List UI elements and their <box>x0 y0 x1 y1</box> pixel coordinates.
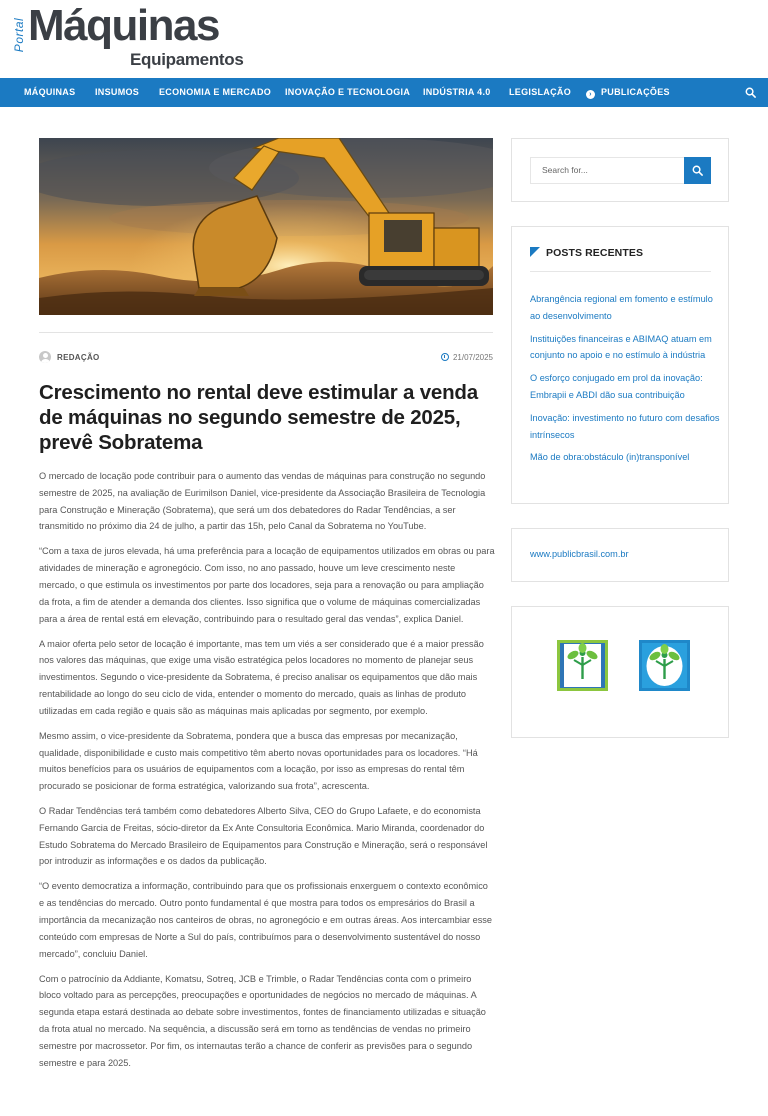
article-author[interactable] <box>39 350 100 364</box>
article-paragraph: “Com a taxa de juros elevada, há uma preferência para a locação de equipamentos utilizados em obras ou para atividades de mineração e agronegócio. Com isso, no ano passado, houve um leve crescimento neste mercado, o que estimula os investimentos por parte dos locadores, seja para a renovação ou para ampliação da frota, a fim de atender a demanda dos clientes. Isso significa que o volume de máquinas comercializadas para a área de rental está em elevação, contribuindo para o resultado geral das vendas”, explica Daniel. <box>39 546 495 624</box>
logo-main-text: Máquinas <box>28 1 219 50</box>
article-date <box>441 350 493 364</box>
sidebar-search-button[interactable] <box>684 157 711 184</box>
main-nav <box>0 78 768 107</box>
nav-item-industria[interactable]: INDÚSTRIA 4.0 <box>423 87 491 97</box>
recent-post-link[interactable]: Inovação: investimento no futuro com desafios intrínsecos <box>530 412 720 440</box>
corner-flag-icon <box>530 247 540 257</box>
clock-icon <box>441 353 449 361</box>
author-name: REDAÇÃO <box>57 352 100 362</box>
article-paragraph: Com o patrocínio da Addiante, Komatsu, Sotreq, JCB e Trimble, o Radar Tendências conta com o primeiro bloco voltado para as percepções, preocupações e oportunidades de negócios no mercado de máquinas. A segunda etapa estará destinada ao debate sobre investimentos, fontes de financiamento utilizadas e situação da frota atual no mercado. Na sequência, a discussão será em torno as tendências de vendas no primeiro semestre por macrossetor. Por fim, os internautas terão a chance de conferir as previsões para o segundo semestre e para 2025. <box>39 973 486 1068</box>
logo-portal-text: Portal <box>12 17 26 53</box>
sidebar-search-widget <box>511 138 729 202</box>
plant-person-blue-badge-icon[interactable] <box>638 639 691 692</box>
nav-item-publicacoes[interactable] <box>586 78 670 107</box>
logo-sub-text: Equipamentos <box>130 50 244 69</box>
nav-item-publicacoes-label: PUBLICAÇÕES <box>601 87 670 97</box>
meta-divider <box>39 332 493 333</box>
hero-image <box>39 138 493 315</box>
nav-item-legislacao[interactable]: LEGISLAÇÃO <box>509 87 572 97</box>
site-logo[interactable] <box>12 1 262 70</box>
recent-posts-header <box>530 247 711 272</box>
nav-item-inovacao[interactable]: INOVAÇÃO E TECNOLOGIA <box>285 87 411 97</box>
nav-item-maquinas[interactable]: MÁQUINAS <box>24 87 76 97</box>
search-icon <box>692 165 703 176</box>
article-paragraph: “O evento democratiza a informação, contribuindo para que os profissionais enxerguem o contexto econômico e as tendências do mercado. Outro ponto fundamental é que mostra para todos os empresários do Brasil a importância da mecanização nos canteiros de obras, no agronegócio e em outras áreas. Aos intercambiar esse conteúdo com empresas de Norte a Sul do país, contribuímos para o desenvolvimento sustentável do nosso mercado”, concluiu Daniel. <box>39 881 492 959</box>
article-paragraph: O Radar Tendências terá também como debatedores Alberto Silva, CEO do Grupo Lafaete, e do economista Fernando Garcia de Freitas, sócio-diretor da Ex Ante Consultoria Econômica. Mario Miranda, coordenador do Estudo Sobratema do Mercado Brasileiro de Equipamentos para Construção e Mineração, será o responsável por introduzir as informações e os dados da publicação. <box>39 806 488 867</box>
plant-person-green-badge-icon[interactable] <box>556 639 609 692</box>
article-paragraph: Mesmo assim, o vice-presidente da Sobratema, pondera que a busca das empresas por mecanização, qualidade, disponibilidade e custo mais competitivo têm aberto novas oportunidades para os locadores. “Há muitos benefícios para os usuários de equipamentos com a locação, por isso as empresas do rental têm procurado se posicionar de forma estratégica, valorizando sua frota”, acrescenta. <box>39 730 478 792</box>
date-text: 21/07/2025 <box>452 352 493 362</box>
sidebar-link-widget <box>511 528 729 582</box>
publicbrasil-link[interactable]: www.publicbrasil.com.br <box>530 549 629 559</box>
logo-portal <box>12 10 26 66</box>
nav-item-insumos[interactable]: INSUMOS <box>95 87 140 97</box>
sidebar-badges-widget <box>511 606 729 738</box>
article-title: Crescimento no rental deve estimular a venda de máquinas no segundo semestre de 2025, prevê Sobratema <box>39 381 478 454</box>
recent-post-link[interactable]: Mão de obra:obstáculo (in)transponível <box>530 452 690 463</box>
site-header <box>0 0 768 78</box>
article-body <box>39 468 495 1080</box>
nav-item-economia[interactable]: ECONOMIA E MERCADO <box>159 87 272 97</box>
user-avatar-icon <box>39 351 51 363</box>
recent-posts-list <box>530 291 720 472</box>
chevron-right-circle-icon: › <box>586 90 595 99</box>
recent-posts-title: POSTS RECENTES <box>546 247 644 259</box>
recent-post-link[interactable]: Instituições financeiras e ABIMAQ atuam em conjunto no apoio e no estímulo à indústria <box>530 333 712 361</box>
article-paragraph: O mercado de locação pode contribuir para o aumento das vendas de máquinas para construção no segundo semestre de 2025, na avaliação de Eurimilson Daniel, vice-presidente da Associação Brasileira de Tecnologia para Construção e Mineração (Sobratema), que será um dos debatedores do Radar Tendências, a ser transmitido no próximo dia 24 de julho, a partir das 15h, pelo Canal da Sobratema no YouTube. <box>39 471 486 532</box>
search-icon[interactable] <box>745 87 756 98</box>
sidebar-search-input[interactable]: Search for... <box>530 157 684 184</box>
recent-posts-widget <box>511 226 729 504</box>
recent-post-link[interactable]: Abrangência regional em fomento e estímulo ao desenvolvimento <box>530 294 713 321</box>
recent-post-link[interactable]: O esforço conjugado em prol da inovação: Embrapii e ABDI dão sua contribuição <box>530 373 703 400</box>
article-paragraph: A maior oferta pelo setor de locação é importante, mas tem um viés a ser considerado que é a maior pressão nos valores das máquinas, que exige uma visão estratégica pelos locadores no momento de planejar seus investimentos. Segundo o vice-presidente da Sobratema, é preciso analisar os equipamentos que dão mais rentabilidade ao longo do seu ciclo de vida, entender o momento do mercado, quais as linhas de produto utilizadas em cada região e quais são as máquinas mais aplicadas por segmento, por exemplo. <box>39 638 484 716</box>
